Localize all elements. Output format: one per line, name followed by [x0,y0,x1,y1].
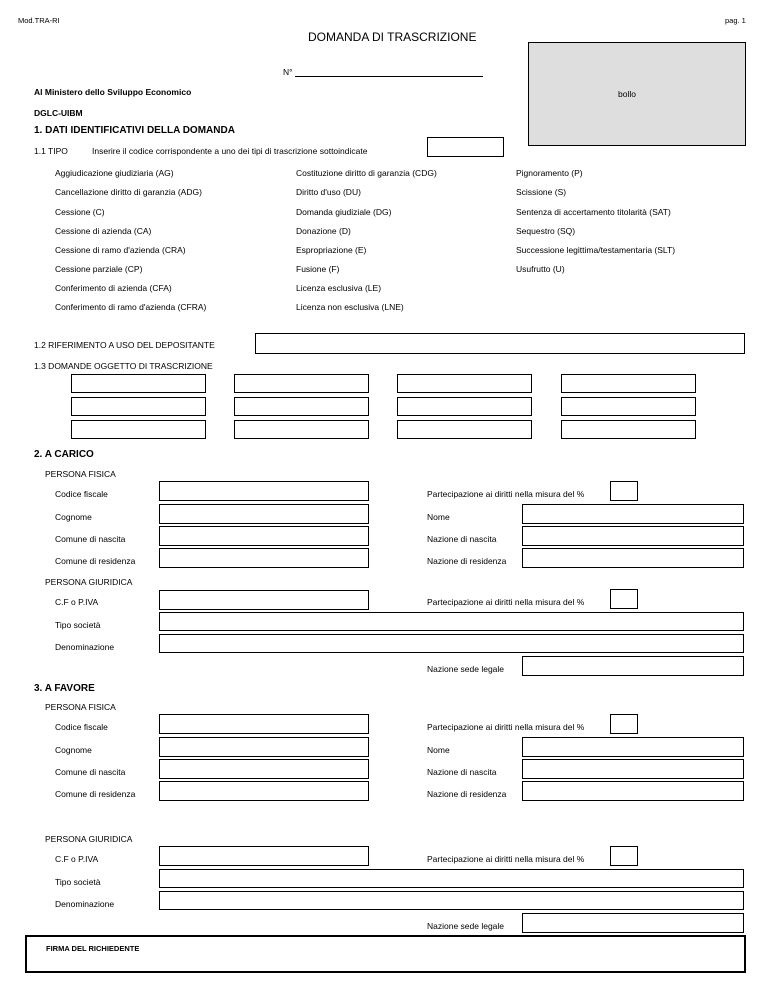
domanda-input[interactable] [234,420,369,439]
domanda-input[interactable] [71,374,206,393]
page-title: DOMANDA DI TRASCRIZIONE [308,30,477,44]
nome-label: Nome [427,745,450,755]
domanda-input[interactable] [397,374,532,393]
addressee-line2: DGLC-UIBM [34,108,83,118]
type-item: Licenza non esclusiva (LNE) [296,302,404,312]
signature-label: FIRMA DEL RICHIEDENTE [46,944,140,953]
type-item: Domanda giudiziale (DG) [296,207,392,217]
riferimento-label: 1.2 RIFERIMENTO A USO DEL DEPOSITANTE [34,340,215,350]
persona-fisica-heading: PERSONA FISICA [45,469,116,479]
cf-piva-input[interactable] [159,590,369,610]
partecipazione-label: Partecipazione ai diritti nella misura del % [427,597,585,607]
cognome-input[interactable] [159,504,369,524]
partecipazione-label: Partecipazione ai diritti nella misura del % [427,854,585,864]
nazione-sede-label: Nazione sede legale [427,664,505,674]
partecipazione-input[interactable] [610,481,638,501]
stamp-label: bollo [618,89,636,99]
nazione-residenza-label: Nazione di residenza [427,789,507,799]
type-item: Sentenza di accertamento titolarità (SAT) [516,207,671,217]
type-item: Pignoramento (P) [516,168,583,178]
cognome-label: Cognome [55,745,92,755]
codice-fiscale-input[interactable] [159,714,369,734]
nazione-residenza-input[interactable] [522,781,744,801]
number-label: N° [283,67,293,77]
type-item: Usufrutto (U) [516,264,565,274]
addressee-line1: Al Ministero dello Sviluppo Economico [34,87,192,97]
domanda-input[interactable] [561,397,696,416]
domanda-input[interactable] [397,397,532,416]
page-number: pag. 1 [725,16,746,25]
type-item: Costituzione diritto di garanzia (CDG) [296,168,437,178]
type-item: Aggiudicazione giudiziaria (AG) [55,168,174,178]
number-field[interactable] [295,66,483,77]
comune-nascita-label: Comune di nascita [55,767,126,777]
type-item: Conferimento di azienda (CFA) [55,283,172,293]
comune-nascita-input[interactable] [159,526,369,546]
type-item: Cessione di azienda (CA) [55,226,152,236]
nazione-residenza-label: Nazione di residenza [427,556,507,566]
type-item: Cessione parziale (CP) [55,264,143,274]
comune-nascita-input[interactable] [159,759,369,779]
denominazione-input[interactable] [159,891,744,910]
tipo-societa-label: Tipo società [55,620,101,630]
type-item: Donazione (D) [296,226,351,236]
type-item: Cessione (C) [55,207,105,217]
nazione-residenza-input[interactable] [522,548,744,568]
signature-box[interactable] [25,935,746,973]
cf-piva-label: C.F o P.IVA [55,854,99,864]
nazione-sede-input[interactable] [522,913,744,933]
type-item: Diritto d'uso (DU) [296,187,361,197]
domanda-input[interactable] [71,420,206,439]
tipo-label: 1.1 TIPO [34,146,68,156]
domanda-input[interactable] [561,374,696,393]
comune-nascita-label: Comune di nascita [55,534,126,544]
model-code: Mod.TRA-RI [18,16,60,25]
section3-title: 3. A FAVORE [34,683,95,694]
partecipazione-label: Partecipazione ai diritti nella misura del % [427,489,585,499]
nazione-nascita-input[interactable] [522,759,744,779]
cognome-input[interactable] [159,737,369,757]
domanda-input[interactable] [397,420,532,439]
tipo-code-input[interactable] [427,137,504,157]
type-item: Successione legittima/testamentaria (SLT) [516,245,676,255]
codice-fiscale-input[interactable] [159,481,369,501]
persona-giuridica-heading: PERSONA GIURIDICA [45,577,133,587]
nome-label: Nome [427,512,450,522]
cognome-label: Cognome [55,512,92,522]
type-item: Scissione (S) [516,187,567,197]
nazione-sede-label: Nazione sede legale [427,921,505,931]
tipo-instruction: Inserire il codice corrispondente a uno dei tipi di trascrizione sottoindicate [92,146,368,156]
section2-title: 2. A CARICO [34,449,94,460]
type-item: Espropriazione (E) [296,245,367,255]
nazione-nascita-label: Nazione di nascita [427,767,497,777]
type-item: Licenza esclusiva (LE) [296,283,382,293]
nazione-nascita-input[interactable] [522,526,744,546]
cf-piva-input[interactable] [159,846,369,866]
type-item: Fusione (F) [296,264,340,274]
denominazione-label: Denominazione [55,642,115,652]
nome-input[interactable] [522,504,744,524]
nazione-sede-input[interactable] [522,656,744,676]
domanda-input[interactable] [234,397,369,416]
tipo-societa-input[interactable] [159,612,744,631]
tipo-societa-input[interactable] [159,869,744,888]
denominazione-input[interactable] [159,634,744,653]
codice-fiscale-label: Codice fiscale [55,489,108,499]
type-item: Cessione di ramo d'azienda (CRA) [55,245,186,255]
type-item: Cancellazione diritto di garanzia (ADG) [55,187,202,197]
nazione-nascita-label: Nazione di nascita [427,534,497,544]
partecipazione-label: Partecipazione ai diritti nella misura del % [427,722,585,732]
type-item: Sequestro (SQ) [516,226,576,236]
stamp-box [528,42,746,146]
comune-residenza-label: Comune di residenza [55,556,136,566]
section1-title: 1. DATI IDENTIFICATIVI DELLA DOMANDA [34,125,235,136]
domanda-input[interactable] [234,374,369,393]
domanda-input[interactable] [561,420,696,439]
tipo-societa-label: Tipo società [55,877,101,887]
comune-residenza-input[interactable] [159,548,369,568]
persona-fisica-heading: PERSONA FISICA [45,702,116,712]
partecipazione-input[interactable] [610,589,638,609]
comune-residenza-label: Comune di residenza [55,789,136,799]
cf-piva-label: C.F o P.IVA [55,597,99,607]
denominazione-label: Denominazione [55,899,115,909]
nome-input[interactable] [522,737,744,757]
codice-fiscale-label: Codice fiscale [55,722,108,732]
partecipazione-input[interactable] [610,846,638,866]
domanda-input[interactable] [71,397,206,416]
partecipazione-input[interactable] [610,714,638,734]
type-item: Conferimento di ramo d'azienda (CFRA) [55,302,207,312]
comune-residenza-input[interactable] [159,781,369,801]
domande-label: 1.3 DOMANDE OGGETTO DI TRASCRIZIONE [34,361,213,371]
persona-giuridica-heading: PERSONA GIURIDICA [45,834,133,844]
riferimento-input[interactable] [255,333,745,354]
